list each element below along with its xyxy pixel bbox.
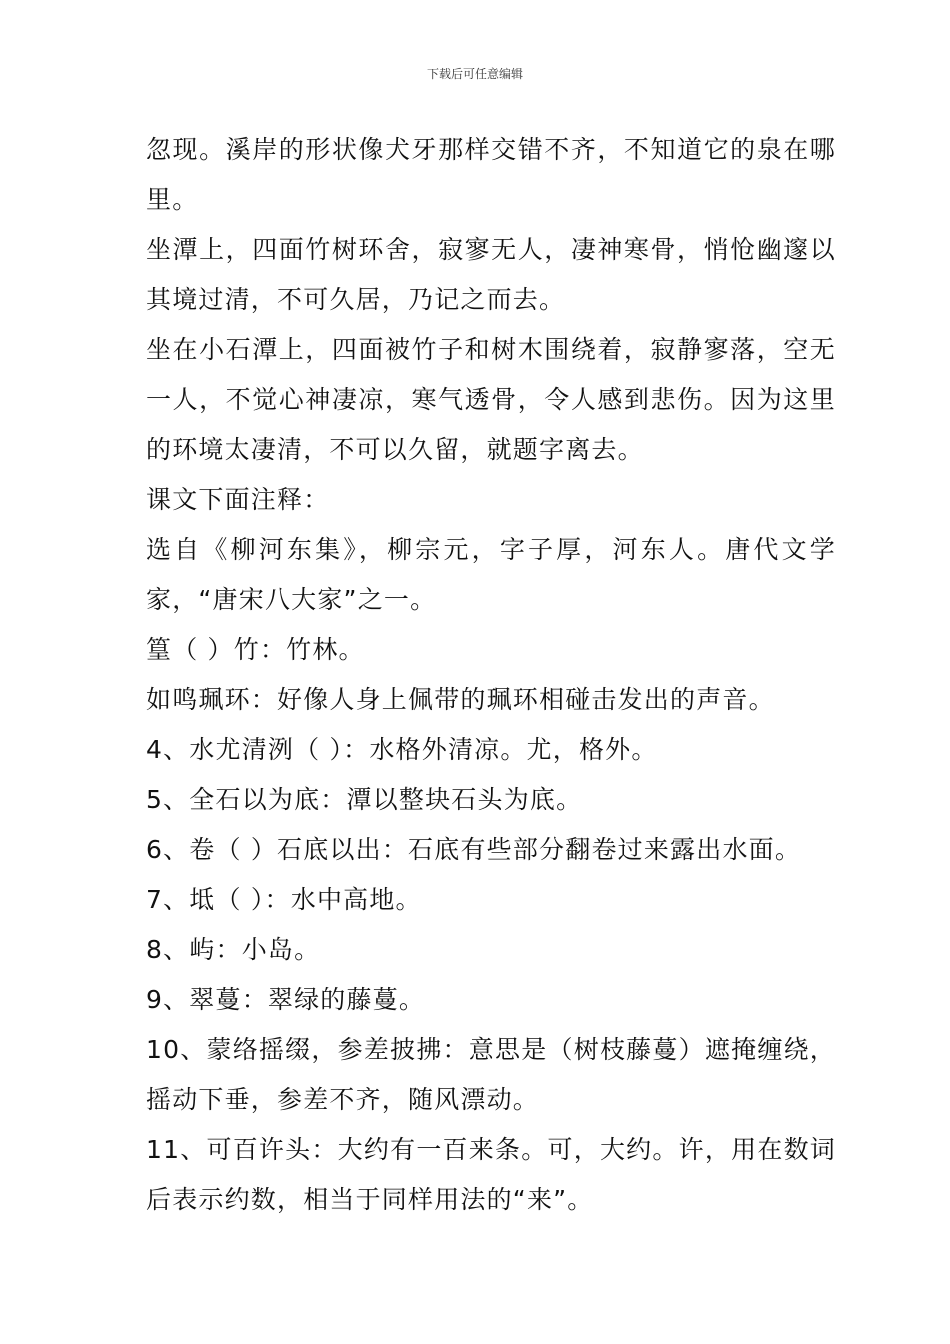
paragraph: 10、蒙络摇缀，参差披拂：意思是（树枝藤蔓）遮掩缠绕，摇动下垂，参差不齐，随风漂动。 bbox=[146, 1035, 836, 1114]
paragraph: 忽现。溪岸的形状像犬牙那样交错不齐，不知道它的泉在哪里。 bbox=[146, 135, 836, 214]
paragraph: 坐潭上，四面竹树环舍，寂寥无人，凄神寒骨，悄怆幽邃以其境过清，不可久居，乃记之而去。 bbox=[146, 235, 836, 314]
paragraph: 11、可百许头：大约有一百来条。可，大约。许，用在数词后表示约数，相当于同样用法的“来”。 bbox=[146, 1135, 836, 1214]
paragraph: 6、卷（ ）石底以出：石底有些部分翻卷过来露出水面。 bbox=[146, 835, 802, 864]
page-header: 下载后可任意编辑 bbox=[426, 67, 523, 81]
paragraph: 选自《柳河东集》，柳宗元，字子厚，河东人。唐代文学家，“唐宋八大家”之一。 bbox=[146, 535, 836, 614]
paragraph: 9、翠蔓：翠绿的藤蔓。 bbox=[146, 985, 426, 1014]
paragraph: 篁（ ）竹：竹林。 bbox=[146, 635, 365, 664]
document-body bbox=[146, 125, 836, 1225]
paragraph: 5、全石以为底：潭以整块石头为底。 bbox=[146, 785, 583, 814]
paragraph: 坐在小石潭上，四面被竹子和树木围绕着，寂静寥落，空无一人，不觉心神凄凉，寒气透骨，令人感到悲伤。因为这里的环境太凄清，不可以久留，就题字离去。 bbox=[146, 335, 836, 464]
paragraph: 8、屿：小岛。 bbox=[146, 935, 321, 964]
paragraph: 课文下面注释： bbox=[146, 485, 330, 514]
paragraph: 4、水尤清洌（ ）：水格外清凉。尤，格外。 bbox=[146, 735, 658, 764]
paragraph: 7、坻（ ）：水中高地。 bbox=[146, 885, 422, 914]
paragraph: 如鸣珮环：好像人身上佩带的珮环相碰击发出的声音。 bbox=[146, 685, 775, 714]
